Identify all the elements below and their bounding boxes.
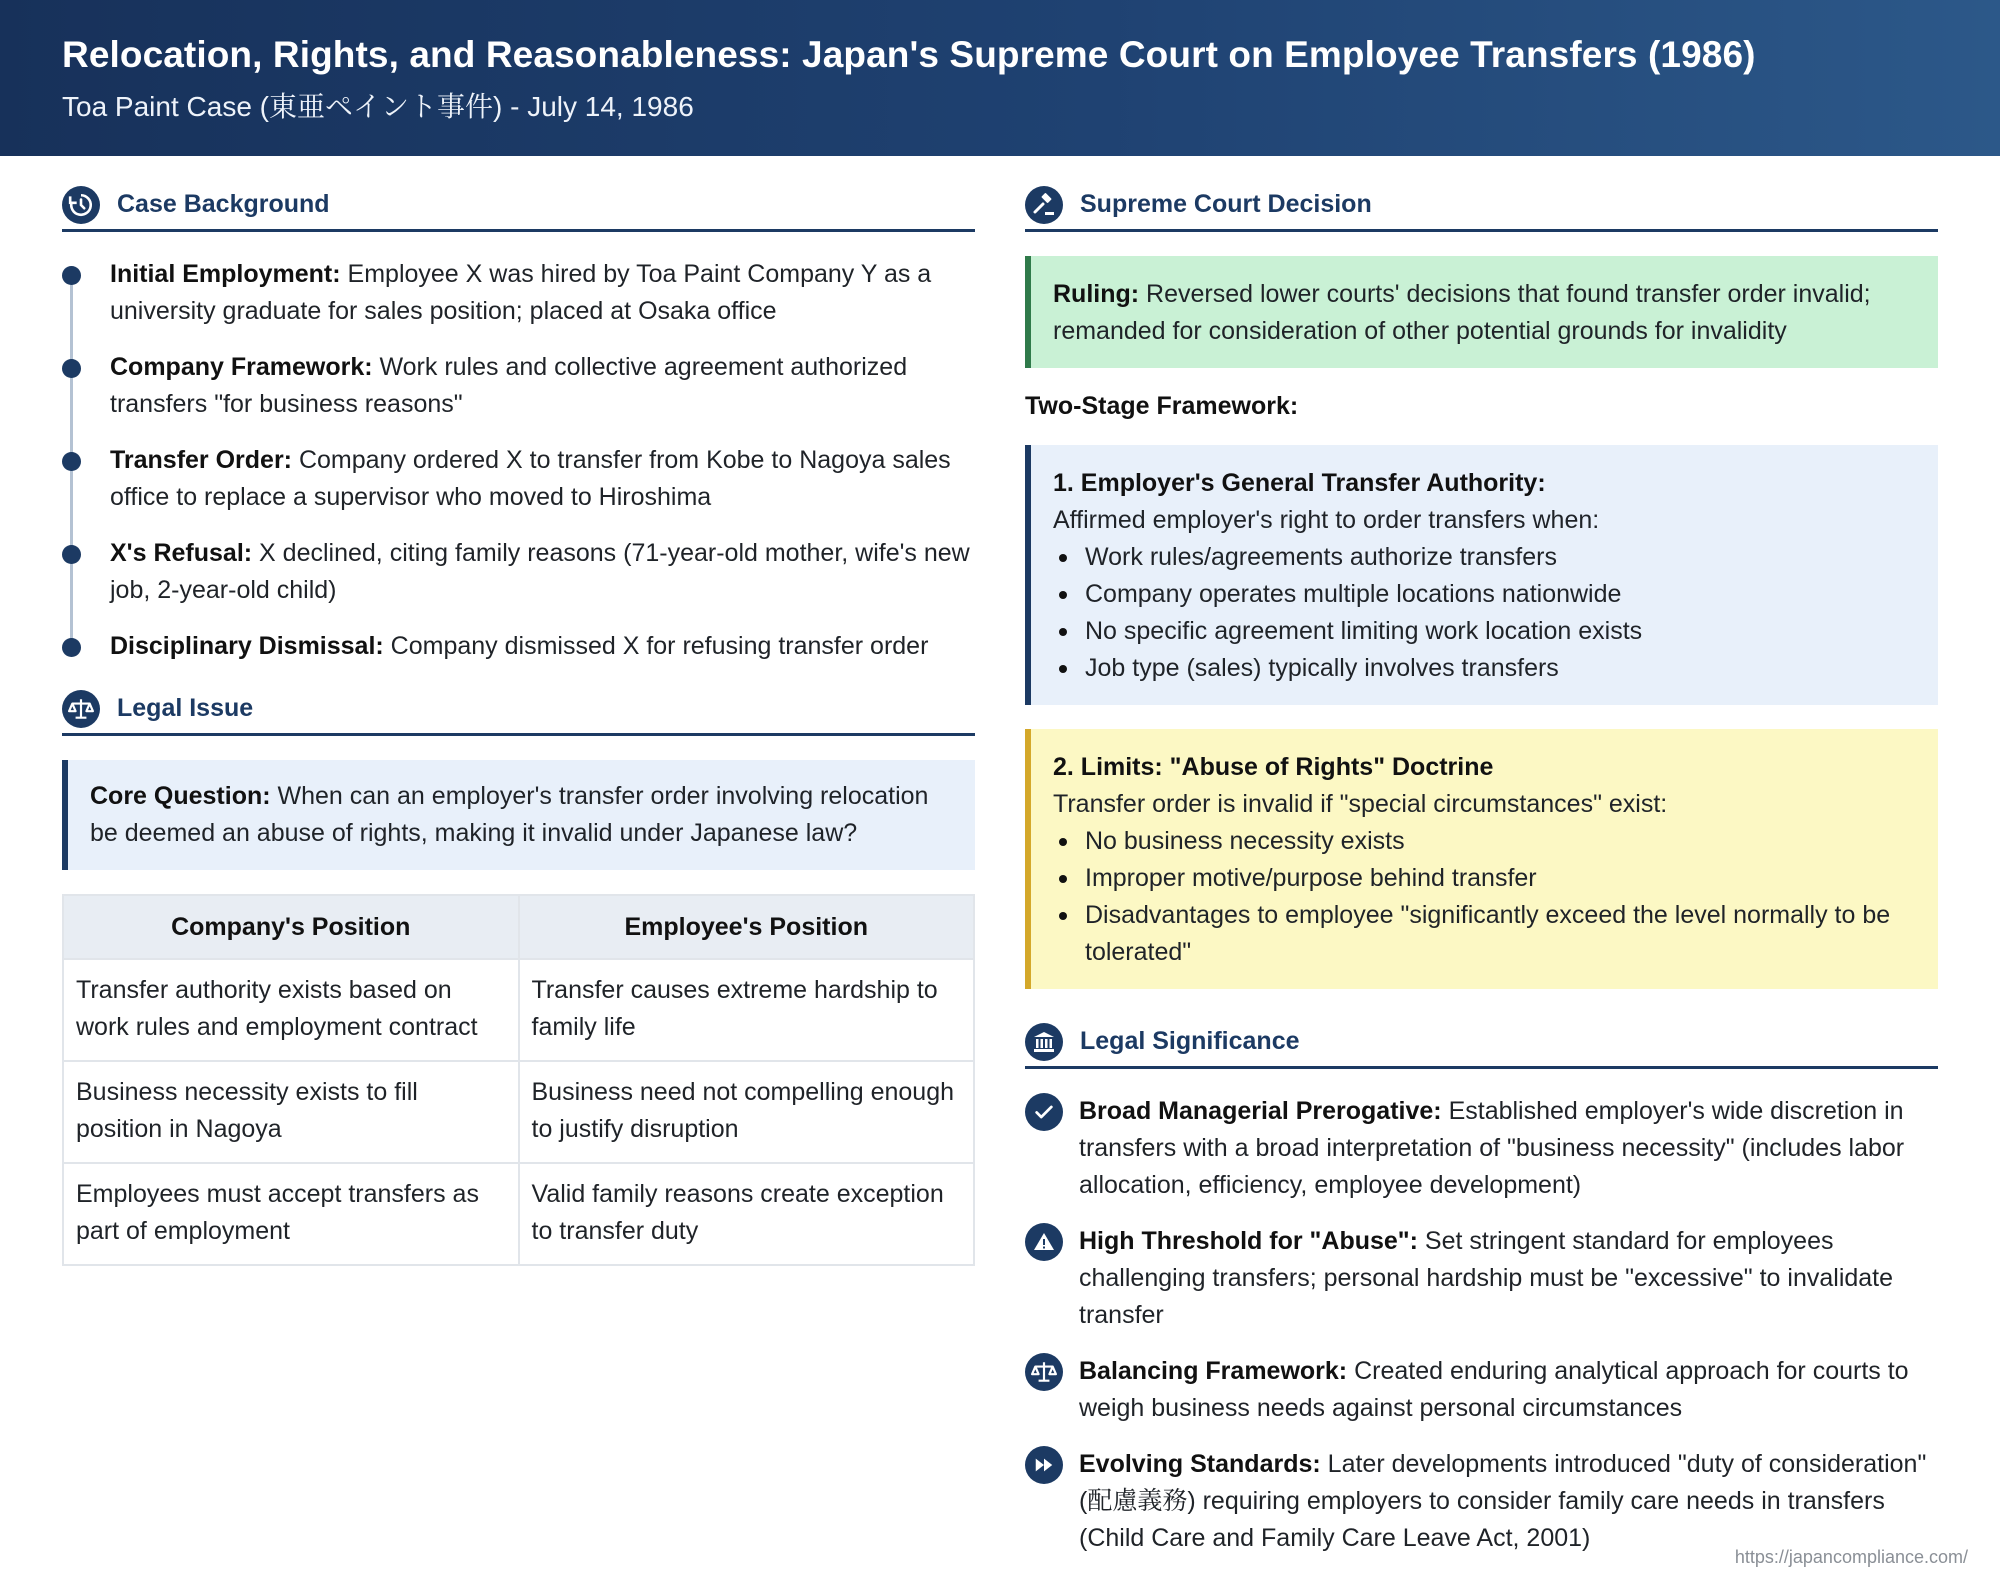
timeline-item-text: Employee X was hired by Toa Paint Company Y as a university graduate for sales position; placed at Osaka office	[110, 260, 932, 325]
significance-title: Legal Significance	[1080, 1027, 1300, 1055]
significance-item	[1025, 1093, 1938, 1204]
significance-item-label: Balancing Framework:	[1079, 1357, 1348, 1385]
list-item: No business necessity exists	[1053, 823, 1916, 860]
warning-icon	[1025, 1223, 1063, 1261]
timeline-item-label: Disciplinary Dismissal:	[110, 632, 384, 660]
landmark-icon	[1025, 1023, 1063, 1061]
list-item: Job type (sales) typically involves transfers	[1053, 650, 1916, 687]
timeline-dot	[62, 359, 81, 378]
timeline-item-label: Transfer Order:	[110, 446, 293, 474]
list-item: Work rules/agreements authorize transfers	[1053, 539, 1916, 576]
case-timeline	[62, 256, 975, 665]
significance-item-text: Set stringent standard for employees challenging transfers; personal hardship must be "excessive" to invalidate transfer	[1079, 1227, 1894, 1329]
company-position-header: Company's Position	[63, 895, 519, 959]
page-title: Relocation, Rights, and Reasonableness: Japan's Supreme Court on Employee Transfers (1986)	[62, 34, 1756, 75]
significance-item	[1025, 1446, 1938, 1557]
timeline-dot	[62, 638, 81, 657]
timeline-dot	[62, 452, 81, 471]
table-row	[63, 1061, 974, 1163]
table-cell: Transfer authority exists based on work rules and employment contract	[63, 959, 519, 1061]
list-item: No specific agreement limiting work location exists	[1053, 613, 1916, 650]
table-cell: Transfer causes extreme hardship to family life	[519, 959, 975, 1061]
history-icon	[62, 186, 100, 224]
stage2-list	[1053, 823, 1916, 971]
framework-label: Two-Stage Framework:	[1025, 392, 1299, 420]
table-cell: Business necessity exists to fill position in Nagoya	[63, 1061, 519, 1163]
case-background-header	[62, 180, 975, 232]
core-question-label: Core Question:	[90, 782, 271, 810]
stage1-intro: Affirmed employer's right to order transfers when:	[1053, 506, 1600, 534]
decision-header	[1025, 180, 1938, 232]
core-question-text: When can an employer's transfer order involving relocation be deemed an abuse of rights, making it invalid under Japanese law?	[90, 782, 929, 847]
timeline-dot	[62, 545, 81, 564]
stage2-intro: Transfer order is invalid if "special circumstances" exist:	[1053, 790, 1668, 818]
stage2-box	[1025, 729, 1938, 989]
decision-title: Supreme Court Decision	[1080, 190, 1372, 218]
core-question-callout	[62, 760, 975, 870]
table-cell: Employees must accept transfers as part of employment	[63, 1163, 519, 1265]
timeline-item-label: X's Refusal:	[110, 539, 253, 567]
significance-item	[1025, 1353, 1938, 1427]
significance-item-text: Later developments introduced "duty of consideration" (配慮義務) requiring employers to consider family care needs in transfers (Child Care and Family Care Leave Act, 2001)	[1079, 1450, 1927, 1552]
table-row	[63, 1163, 974, 1265]
significance-item-text: Established employer's wide discretion in transfers with a broad interpretation of "business necessity" (includes labor allocation, efficiency, employee development)	[1079, 1097, 1905, 1199]
significance-item-label: Broad Managerial Prerogative:	[1079, 1097, 1442, 1125]
employee-position-header: Employee's Position	[519, 895, 975, 959]
ruling-text: Reversed lower courts' decisions that found transfer order invalid; remanded for consideration of other potential grounds for invalidity	[1053, 280, 1871, 345]
page-header	[0, 0, 2000, 156]
timeline-item-label: Initial Employment:	[110, 260, 341, 288]
legal-issue-header	[62, 684, 975, 736]
timeline-item	[110, 256, 975, 330]
timeline-item	[110, 628, 975, 665]
stage1-list	[1053, 539, 1916, 687]
timeline-item-text: Work rules and collective agreement authorized transfers "for business reasons"	[110, 353, 908, 418]
gavel-icon	[1025, 186, 1063, 224]
timeline-item-text: Company dismissed X for refusing transfer order	[383, 632, 929, 660]
legal-issue-title: Legal Issue	[117, 694, 254, 722]
table-header-row	[63, 895, 974, 959]
timeline-item-label: Company Framework:	[110, 353, 373, 381]
table-cell: Valid family reasons create exception to transfer duty	[519, 1163, 975, 1265]
list-item: Disadvantages to employee "significantly exceed the level normally to be tolerated"	[1053, 897, 1916, 971]
table-row	[63, 959, 974, 1061]
table-cell: Business need not compelling enough to justify disruption	[519, 1061, 975, 1163]
timeline-item-text: X declined, citing family reasons (71-year-old mother, wife's new job, 2-year-old child)	[110, 539, 970, 604]
significance-item-label: High Threshold for "Abuse":	[1079, 1227, 1418, 1255]
page-subtitle: Toa Paint Case (東亜ペイント事件) - July 14, 1986	[62, 91, 694, 122]
list-item: Company operates multiple locations nationwide	[1053, 576, 1916, 613]
list-item: Improper motive/purpose behind transfer	[1053, 860, 1916, 897]
scales-icon	[62, 690, 100, 728]
balance-icon	[1025, 1353, 1063, 1391]
timeline-item	[110, 535, 975, 609]
timeline-item	[110, 442, 975, 516]
ruling-callout	[1025, 256, 1938, 368]
significance-item	[1025, 1223, 1938, 1334]
significance-item-label: Evolving Standards:	[1079, 1450, 1321, 1478]
timeline-dot	[62, 266, 81, 285]
significance-item-text: Created enduring analytical approach for courts to weigh business needs against personal circumstances	[1079, 1357, 1909, 1422]
left-column	[62, 180, 975, 1266]
stage1-box	[1025, 445, 1938, 705]
significance-header	[1025, 1017, 1938, 1069]
fast-forward-icon	[1025, 1446, 1063, 1484]
stage1-title: 1. Employer's General Transfer Authority:	[1053, 469, 1546, 497]
right-column	[1025, 180, 1938, 1576]
footer-url[interactable]: https://japancompliance.com/	[1734, 1547, 1968, 1567]
case-background-title: Case Background	[117, 190, 330, 218]
timeline-item	[110, 349, 975, 423]
check-icon	[1025, 1093, 1063, 1131]
ruling-label: Ruling:	[1053, 280, 1140, 308]
positions-table	[62, 894, 975, 1266]
timeline-item-text: Company ordered X to transfer from Kobe to Nagoya sales office to replace a supervisor who moved to Hiroshima	[110, 446, 951, 511]
stage2-title: 2. Limits: "Abuse of Rights" Doctrine	[1053, 753, 1494, 781]
